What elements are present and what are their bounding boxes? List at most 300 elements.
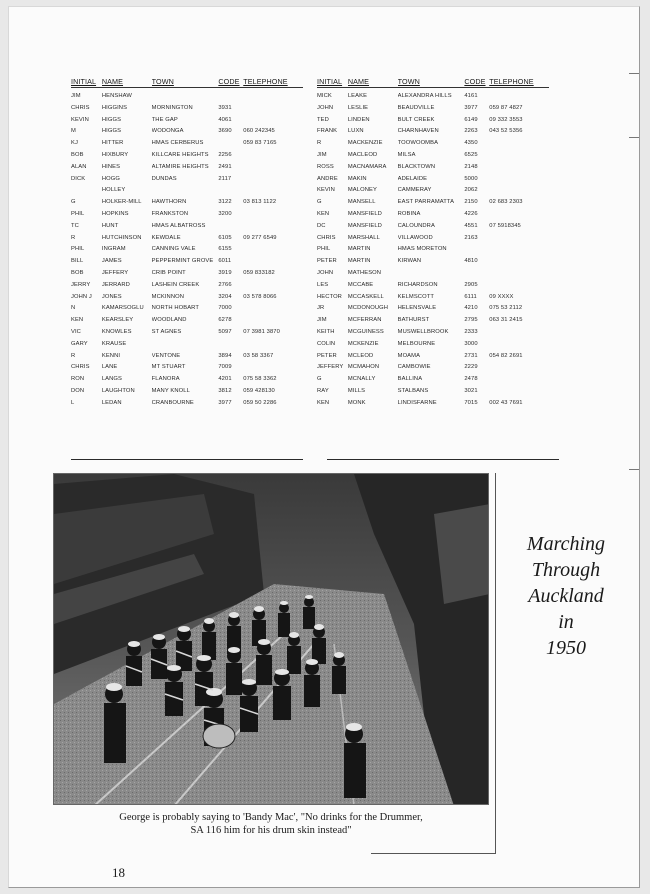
entry-telephone (489, 185, 549, 197)
entry-initial: G (317, 199, 322, 206)
entry-town (152, 91, 219, 103)
entry-initial: JOHN J (71, 293, 92, 300)
directory-row (317, 221, 549, 233)
entry-code: 3690 (218, 128, 232, 135)
entry-town: RICHARDSON (397, 281, 438, 288)
entry-town: WODONGA (151, 128, 184, 135)
entry-code: 2163 (464, 234, 478, 241)
entry-code: 4350 (464, 140, 478, 147)
entry-telephone (243, 91, 303, 103)
entry-telephone: 09 332 3553 (489, 116, 523, 123)
entry-code: 2263 (464, 128, 478, 135)
directory-row (317, 268, 549, 280)
directory-row (71, 327, 303, 339)
entry-name: HUTCHINSON (101, 234, 142, 241)
entry-code: 3931 (218, 104, 232, 111)
entry-telephone: 09 277 6549 (243, 234, 277, 241)
entry-name: HIGGINS (101, 104, 128, 111)
entry-code: 2150 (464, 199, 478, 206)
entry-initial: MICK (317, 93, 332, 99)
entry-town: KILLCARE HEIGHTS (151, 151, 209, 158)
entry-code: 6149 (464, 116, 478, 123)
directory-row (71, 185, 303, 197)
entry-town: ADELAIDE (397, 175, 428, 182)
entry-town: CHARNHAVEN (397, 128, 439, 135)
entry-name: KNOWLES (101, 328, 132, 335)
entry-name: MONK (347, 399, 366, 406)
entry-town: PEPPERMINT GROVE (151, 258, 214, 265)
entry-code: 6011 (218, 258, 232, 265)
header-code: CODE (218, 77, 240, 86)
entry-code: 2731 (464, 352, 478, 359)
entry-town: TOOWOOMBA (397, 140, 439, 147)
entry-telephone (243, 303, 303, 315)
directory-row (71, 138, 303, 150)
directory-row (317, 327, 549, 339)
entry-initial: PHIL (71, 246, 85, 253)
directory-row (317, 185, 549, 197)
entry-telephone (489, 162, 549, 174)
entry-town: EAST PARRAMATTA (397, 199, 455, 206)
entry-telephone: 043 52 5356 (489, 128, 523, 135)
entry-initial: JEFFERY (317, 364, 344, 371)
entry-initial: ALAN (71, 163, 87, 170)
entry-name: LESLIE (347, 104, 369, 111)
entry-initial: JOHN (317, 269, 334, 276)
entry-telephone (489, 386, 549, 398)
entry-telephone (489, 327, 549, 339)
entry-telephone: 07 5918345 (489, 222, 521, 229)
entry-name: MACLEOD (347, 151, 378, 158)
entry-telephone: 060 242345 (243, 128, 275, 135)
entry-initial: HECTOR (317, 293, 342, 300)
entry-code: 4061 (218, 116, 232, 123)
entry-town: MCKINNON (151, 293, 185, 300)
document-page (8, 6, 640, 888)
directory-row (317, 386, 549, 398)
entry-code: 2229 (464, 364, 478, 371)
entry-telephone: 075 58 3362 (243, 376, 277, 383)
entry-name: MARTIN (347, 246, 371, 253)
directory-table-left (71, 77, 303, 410)
table-rule-left (71, 459, 303, 460)
entry-telephone: 059 833182 (243, 269, 275, 276)
entry-initial: GARY (71, 340, 88, 347)
entry-town: CANNING VALE (151, 246, 196, 253)
directory-row (317, 280, 549, 292)
side-title (496, 531, 636, 661)
entry-name: MCGUINESS (347, 328, 384, 335)
entry-code: 4161 (464, 93, 478, 99)
entry-telephone (243, 174, 303, 186)
header-town: TOWN (151, 77, 174, 86)
entry-telephone: 059 87 4827 (489, 104, 523, 111)
entry-code (464, 244, 489, 256)
entry-telephone (489, 209, 549, 221)
directory-row (71, 103, 303, 115)
entry-code: 4551 (464, 222, 478, 229)
entry-name: MILLS (347, 387, 366, 394)
entry-town: THE GAP (151, 116, 178, 123)
entry-code (218, 221, 243, 233)
entry-name: LAUGHTON (101, 387, 135, 394)
entry-town: KIRWAN (397, 258, 422, 265)
entry-initial: JOHN (317, 104, 334, 111)
directory-row (317, 362, 549, 374)
entry-initial: PHIL (317, 246, 331, 253)
entry-telephone: 03 578 8066 (243, 293, 277, 300)
entry-telephone: 054 82 2691 (489, 352, 523, 359)
entry-name: KENNI (101, 352, 121, 359)
entry-initial: JERRY (71, 281, 91, 288)
entry-initial: RON (71, 376, 85, 383)
entry-initial: JR (317, 305, 325, 312)
directory-row (71, 91, 303, 103)
entry-code: 2905 (464, 281, 478, 288)
directory-row (71, 303, 303, 315)
entry-telephone (243, 209, 303, 221)
entry-initial: JIM (317, 317, 327, 324)
caption-line-2: SA 116 him for his drum skin instead" (190, 825, 352, 836)
entry-name: MACNAMARA (347, 163, 387, 170)
entry-initial: N (71, 305, 76, 312)
entry-telephone (489, 362, 549, 374)
directory-row (317, 138, 549, 150)
entry-initial: DC (317, 222, 326, 229)
edge-tick (629, 469, 639, 470)
entry-name: HIXBURY (101, 151, 129, 158)
directory-row (71, 398, 303, 410)
directory-row (71, 315, 303, 327)
entry-telephone: 002 43 7691 (489, 399, 523, 406)
entry-telephone (489, 174, 549, 186)
entry-telephone: 059 428130 (243, 387, 275, 394)
directory-header (71, 77, 303, 88)
entry-name: MACKENZIE (347, 140, 383, 147)
entry-initial: JIM (71, 93, 81, 99)
header-initial: INITIAL (71, 77, 97, 86)
entry-code: 2148 (464, 163, 478, 170)
entry-code: 4810 (464, 258, 478, 265)
entry-telephone (243, 150, 303, 162)
directory-row (71, 197, 303, 209)
directory-row (71, 174, 303, 186)
entry-town: LASHEIN CREEK (151, 281, 200, 288)
caption-rule-horizontal (371, 853, 496, 854)
side-title-line: Through (531, 559, 601, 581)
entry-town: KEWDALE (151, 234, 181, 241)
entry-code: 6525 (464, 151, 478, 158)
entry-code: 3977 (218, 399, 232, 406)
entry-code (464, 268, 489, 280)
entry-initial: VIC (71, 328, 81, 335)
entry-initial: CHRIS (71, 104, 90, 111)
entry-name: KRAUSE (101, 340, 127, 347)
directory-row (317, 339, 549, 351)
entry-initial: KEN (317, 399, 330, 406)
photo-caption (53, 811, 489, 837)
entry-name: MALONEY (347, 187, 377, 194)
entry-code: 6105 (218, 234, 232, 241)
entry-town: MUSWELLBROOK (397, 328, 449, 335)
entry-code: 4201 (218, 376, 232, 383)
entry-telephone (243, 256, 303, 268)
entry-telephone (489, 280, 549, 292)
entry-name: MARTIN (347, 258, 371, 265)
directory-row (71, 374, 303, 386)
directory-row (317, 209, 549, 221)
entry-name: KEARSLEY (101, 317, 134, 324)
entry-name: MANSFIELD (347, 210, 382, 217)
directory-row (317, 91, 549, 103)
header-town: TOWN (397, 77, 420, 86)
directory-row (317, 162, 549, 174)
entry-telephone (243, 115, 303, 127)
entry-town: KELMSCOTT (397, 293, 434, 300)
header-name: NAME (347, 77, 370, 86)
entry-town: HMAS CERBERUS (151, 140, 204, 147)
entry-telephone: 063 31 2415 (489, 317, 523, 324)
entry-name: MCMAHON (347, 364, 380, 371)
directory-row (71, 126, 303, 138)
directory-row (71, 268, 303, 280)
entry-town: BLACKTOWN (397, 163, 436, 170)
directory-row (71, 386, 303, 398)
entry-name: HENSHAW (101, 93, 132, 99)
header-telephone: TELEPHONE (489, 77, 534, 86)
entry-town: HAWTHORN (151, 199, 187, 206)
entry-initial: TED (317, 116, 329, 123)
entry-name: LUXN (347, 128, 364, 135)
entry-initial: M (71, 128, 76, 135)
directory-row (317, 103, 549, 115)
directory-row (71, 115, 303, 127)
side-title-line: in (558, 611, 574, 633)
entry-name: LANGS (101, 376, 123, 383)
entry-code (218, 91, 243, 103)
directory-rows-right (317, 91, 549, 410)
entry-name: JEFFERY (101, 269, 129, 276)
directory-row (71, 244, 303, 256)
entry-name: HOPKINS (101, 210, 129, 217)
entry-initial (71, 185, 102, 197)
entry-name: LINDEN (347, 116, 370, 123)
directory-row (71, 221, 303, 233)
entry-name: MCCASKELL (347, 293, 384, 300)
directory-row (71, 362, 303, 374)
entry-code: 2117 (218, 175, 232, 182)
entry-name: HIGGS (101, 128, 122, 135)
entry-initial: RAY (317, 387, 329, 394)
entry-code: 2478 (464, 376, 478, 383)
directory-row (317, 150, 549, 162)
entry-initial: R (71, 352, 76, 359)
entry-name: MCKENZIE (347, 340, 379, 347)
entry-telephone (243, 185, 303, 197)
directory-row (71, 339, 303, 351)
entry-code: 2333 (464, 328, 478, 335)
entry-initial: ROSS (317, 163, 334, 170)
entry-code: 3812 (218, 387, 232, 394)
entry-town: MILSA (397, 151, 416, 158)
entry-initial: PHIL (71, 210, 85, 217)
directory-row (317, 292, 549, 304)
entry-telephone: 03 58 3367 (243, 352, 274, 359)
entry-town: BEAUDVILLE (397, 104, 435, 111)
entry-telephone (243, 280, 303, 292)
entry-initial: KEVIN (317, 187, 335, 194)
entry-telephone (243, 162, 303, 174)
entry-telephone (489, 91, 549, 103)
entry-initial: FRANK (317, 128, 338, 135)
entry-initial: CHRIS (317, 234, 336, 241)
entry-telephone: 02 683 2303 (489, 199, 523, 206)
directory-rows-left (71, 91, 303, 410)
entry-code: 3122 (218, 199, 232, 206)
directory-row (71, 351, 303, 363)
entry-initial: DON (71, 387, 85, 394)
directory-row (317, 303, 549, 315)
entry-town: FLANORA (151, 376, 180, 383)
entry-initial: BOB (71, 151, 84, 158)
entry-town: HMAS MORETON (397, 246, 447, 253)
entry-name: HOGG (101, 175, 120, 182)
entry-telephone (489, 244, 549, 256)
entry-name: MANSELL (347, 199, 376, 206)
entry-initial: G (71, 199, 76, 206)
photo-image (54, 474, 489, 805)
entry-town: WOODLAND (151, 317, 187, 324)
entry-name: MARSHALL (347, 234, 380, 241)
entry-name: MANSFIELD (347, 222, 382, 229)
entry-name: HOLLEY (101, 187, 126, 194)
caption-line-1: George is probably saying to 'Bandy Mac', "No drinks for the Drummer, (119, 812, 423, 823)
entry-town (152, 339, 219, 351)
entry-name: HUNT (101, 222, 119, 229)
entry-name: LEDAN (101, 399, 122, 406)
entry-telephone: 07 3981 3870 (243, 328, 280, 335)
directory-row (317, 197, 549, 209)
entry-town: MANY KNOLL (151, 387, 190, 394)
directory-row (317, 351, 549, 363)
entry-code: 2491 (218, 163, 232, 170)
entry-code: 3200 (218, 210, 232, 217)
directory-row (71, 162, 303, 174)
entry-code: 3894 (218, 352, 232, 359)
entry-name: MCFERRAN (347, 317, 382, 324)
entry-initial: KEN (317, 210, 330, 217)
entry-telephone (489, 339, 549, 351)
directory-row (317, 115, 549, 127)
entry-telephone: 03 813 1122 (243, 199, 277, 206)
entry-name: JONES (101, 293, 122, 300)
entry-telephone (243, 103, 303, 115)
entry-initial: COLIN (317, 340, 336, 347)
header-telephone: TELEPHONE (243, 77, 288, 86)
entry-town: ROBINA (397, 210, 421, 217)
side-title-line: Auckland (528, 585, 604, 607)
entry-town: HELENSVALE (397, 305, 437, 312)
entry-town: STALBANS (397, 387, 429, 394)
entry-town: LINDISFARNE (397, 399, 437, 406)
entry-name: HINES (101, 163, 121, 170)
entry-town: MT STUART (151, 364, 186, 371)
entry-town: ALEXANDRA HILLS (397, 93, 452, 99)
entry-code: 7015 (464, 399, 478, 406)
entry-name: MAKIN (347, 175, 367, 182)
directory-header (317, 77, 549, 88)
entry-code: 6155 (218, 246, 232, 253)
directory-row (71, 292, 303, 304)
entry-initial: KEN (71, 317, 84, 324)
directory-table-right (317, 77, 549, 410)
entry-initial: JIM (317, 151, 327, 158)
entry-telephone (243, 339, 303, 351)
entry-code: 6111 (464, 293, 477, 300)
directory-row (317, 126, 549, 138)
entry-name: INGRAM (101, 246, 126, 253)
entry-code: 4226 (464, 210, 478, 217)
entry-town: BULT CREEK (397, 116, 435, 123)
entry-code (218, 185, 243, 197)
entry-name: JERRARD (101, 281, 130, 288)
directory-row (71, 256, 303, 268)
entry-town: CAMMERAY (397, 187, 432, 194)
entry-town: VILLAWOOD (397, 234, 433, 241)
caption-rule-vertical (495, 473, 496, 853)
entry-code: 2795 (464, 317, 478, 324)
side-title-line: Marching (526, 533, 606, 555)
header-name: NAME (101, 77, 124, 86)
entry-telephone (489, 268, 549, 280)
entry-town: BATHURST (397, 317, 430, 324)
entry-code (218, 339, 243, 351)
entry-town: BALLINA (397, 376, 423, 383)
entry-initial: TC (71, 222, 79, 229)
entry-code: 6278 (218, 317, 232, 324)
entry-town: CRIB POINT (151, 269, 186, 276)
entry-town (398, 268, 465, 280)
entry-town: DUNDAS (151, 175, 177, 182)
entry-town: NORTH HOBART (151, 305, 200, 312)
entry-name: MCDONOUGH (347, 305, 389, 312)
entry-town: CALOUNDRA (397, 222, 435, 229)
entry-name: MCLEOD (347, 352, 374, 359)
entry-code: 5000 (464, 175, 478, 182)
entry-town: CRANBOURNE (151, 399, 194, 406)
entry-code: 7000 (218, 305, 232, 312)
entry-telephone (489, 233, 549, 245)
entry-code: 3919 (218, 269, 232, 276)
entry-telephone (243, 221, 303, 233)
entry-initial: KEVIN (71, 116, 89, 123)
entry-town: MOAMA (397, 352, 421, 359)
entry-initial: KJ (71, 140, 78, 147)
entry-name: HOLKER-MILL (101, 199, 142, 206)
entry-name: KAMARSOGLU (101, 305, 144, 312)
entry-telephone (489, 138, 549, 150)
entry-town: CAMBOWIE (397, 364, 431, 371)
entry-code: 3204 (218, 293, 232, 300)
entry-initial: R (317, 140, 322, 147)
entry-town: ALTAMIRE HEIGHTS (151, 163, 209, 170)
directory-row (317, 374, 549, 386)
entry-name: MCNALLY (347, 376, 376, 383)
entry-name: MCCABE (347, 281, 374, 288)
edge-tick (629, 73, 639, 74)
entry-telephone (489, 150, 549, 162)
directory-row (71, 150, 303, 162)
